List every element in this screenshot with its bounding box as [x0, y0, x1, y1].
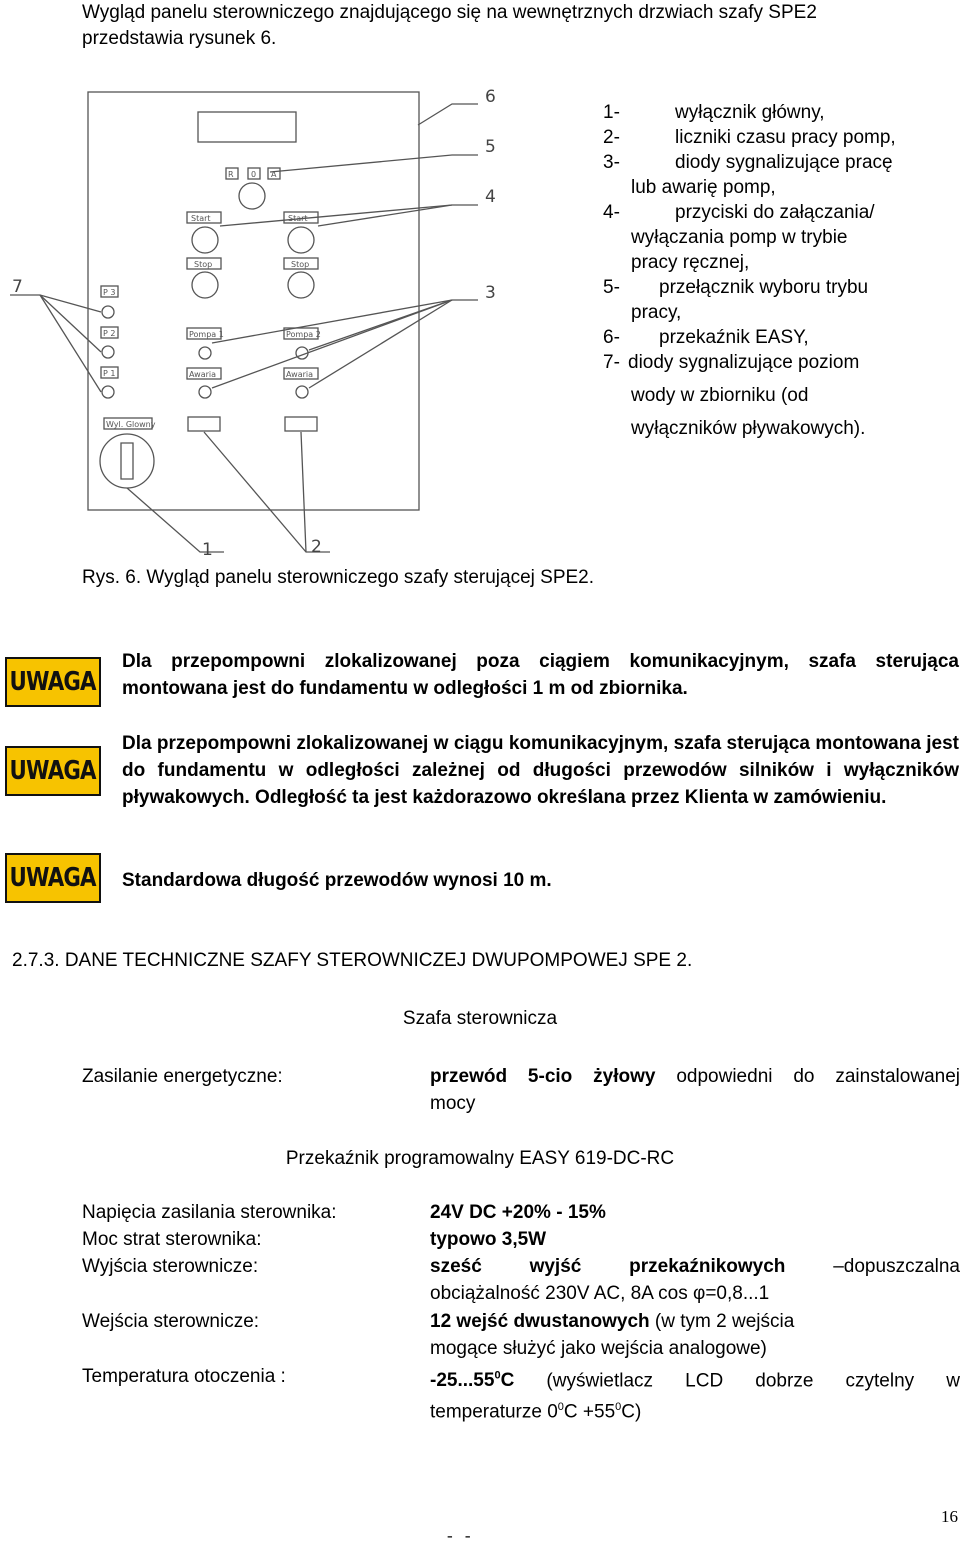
- stop-label-1: Stop: [194, 260, 213, 269]
- legend-text: przełącznik wyboru trybu: [659, 277, 869, 298]
- legend-num: 1-: [603, 102, 620, 123]
- legend-text: wyłącznik główny,: [675, 102, 825, 123]
- spec-label: Wyjścia sterownicze:: [82, 1256, 259, 1277]
- spec-label: Napięcia zasilania sterownika:: [82, 1202, 337, 1223]
- panel-frame: [88, 92, 419, 510]
- supply-value-line2: mocy: [430, 1093, 476, 1114]
- legend-num: 7-: [603, 352, 620, 373]
- control-panel-drawing: [0, 80, 600, 565]
- legend-num: 4-: [603, 202, 620, 223]
- stop-label-2: Stop: [291, 260, 310, 269]
- temp-range: -25...55: [430, 1370, 495, 1392]
- level-label-p2: P 2: [103, 329, 116, 338]
- warning-2-text: Dla przepompowni zlokalizowanej w ciągu komunikacyjnym, szafa sterująca montowana jest do fundamentu w odległości zależnej od długości przewodów silników i wyłączników pływakowych. Odległość ta jest każdorazowo określana przez Klienta w zamówieniu.: [122, 733, 959, 808]
- spec-value-rest: –dopuszczalna: [833, 1256, 960, 1277]
- legend-num: 3-: [603, 152, 620, 173]
- legend-text: diody sygnalizujące pracę: [675, 152, 893, 173]
- legend-text: lub awarię pomp,: [631, 177, 776, 198]
- main-switch-knob: [100, 434, 154, 488]
- start-button-2: [288, 227, 314, 253]
- intro-text: [82, 0, 817, 52]
- fault-label-2: Awaria: [286, 370, 314, 379]
- callout-3: 3: [485, 283, 496, 303]
- relay-heading: Przekaźnik programowalny EASY 619-DC-RC: [285, 1148, 675, 1169]
- callout-4: 4: [485, 187, 496, 207]
- temp-rest: (wyświetlacz LCD dobrze czytelny w: [546, 1370, 960, 1392]
- warning-badge: [5, 853, 101, 903]
- spec-value-bold: 24V DC +20% - 15%: [430, 1202, 606, 1223]
- fault-label-1: Awaria: [189, 370, 217, 379]
- temp-unit: C: [500, 1370, 515, 1392]
- spec-value-bold: 12 wejść dwustanowych: [430, 1311, 650, 1332]
- switch-label-r: R: [228, 170, 234, 179]
- supply-value-bold: przewód 5-cio żyłowy: [430, 1066, 656, 1087]
- supply-value-rest: odpowiedni do zainstalowanej: [676, 1066, 960, 1087]
- temp-line2-a: temperaturze 0: [430, 1401, 558, 1423]
- warning-badge: [5, 657, 101, 707]
- pump-label-1: Pompa 1: [189, 330, 224, 339]
- callout-5: 5: [485, 137, 496, 157]
- degree-sup: 0: [494, 1370, 501, 1382]
- spec-label: Moc strat sterownika:: [82, 1229, 262, 1250]
- spec-value-bold: sześć wyjść przekaźnikowych: [430, 1256, 786, 1277]
- spec-value: [430, 1199, 960, 1226]
- legend-text: pracy ręcznej,: [631, 252, 750, 273]
- intro-line-1: Wygląd panelu sterowniczego znajdującego się na wewnętrznych drzwiach szafy SPE2: [82, 2, 817, 23]
- degree-sup: 0: [615, 1401, 622, 1414]
- figure-caption: Rys. 6. Wygląd panelu sterowniczego szafy sterującej SPE2.: [82, 567, 595, 588]
- supply-label: Zasilanie energetyczne:: [82, 1066, 283, 1087]
- switch-label-0: 0: [251, 170, 257, 179]
- legend-num: 2-: [603, 127, 620, 148]
- legend-text: przyciski do załączania/: [675, 202, 875, 223]
- legend-text: wody w zbiorniku (od: [631, 385, 809, 406]
- switch-label-a: A: [271, 170, 277, 179]
- callout-2: 2: [311, 537, 322, 557]
- start-button-1: [192, 227, 218, 253]
- warning-badge-text: UWAGA: [9, 756, 97, 786]
- legend-text: pracy,: [631, 302, 682, 323]
- legend-text: diody sygnalizujące poziom: [628, 352, 860, 373]
- spec-value: [430, 1308, 960, 1362]
- counters-display: [198, 112, 296, 142]
- warning-badge: [5, 746, 101, 796]
- warning-badge-text: UWAGA: [9, 863, 97, 893]
- warning-2: [122, 730, 959, 811]
- legend-num: 6-: [603, 327, 620, 348]
- pump-label-2: Pompa 2: [286, 330, 321, 339]
- spec-value: [430, 1226, 960, 1253]
- stop-button-2: [288, 272, 314, 298]
- spec-value-line2: obciążalność 230V AC, 8A cos φ=0,8...1: [430, 1283, 770, 1304]
- mode-switch-knob: [239, 183, 265, 209]
- intro-line-2: przedstawia rysunek 6.: [82, 28, 277, 49]
- relay-slot-2: [285, 417, 317, 431]
- temp-line2-c: C): [621, 1401, 642, 1423]
- temp-value: [430, 1363, 960, 1426]
- temp-line2-b: C +55: [563, 1401, 616, 1423]
- spec-value-rest: (w tym 2 wejścia: [654, 1311, 795, 1332]
- legend-num: 5-: [603, 277, 620, 298]
- callout-7: 7: [12, 277, 23, 297]
- legend-text: wyłączania pomp w trybie: [631, 227, 848, 248]
- spec-value: [430, 1253, 960, 1307]
- footer-dashes: - -: [447, 1526, 475, 1545]
- level-label-p1: P 1: [103, 369, 116, 378]
- spec-label: Wejścia sterownicze:: [82, 1311, 260, 1332]
- main-switch-label: Wyl. Glowny: [106, 420, 156, 429]
- legend-text: wyłączników pływakowych).: [631, 418, 866, 439]
- start-label-1: Start: [191, 214, 211, 223]
- page-number: 16: [941, 1507, 958, 1526]
- warning-1-text: Dla przepompowni zlokalizowanej poza ciągiem komunikacyjnym, szafa sterująca montowana jest do fundamentu w odległości 1 m od zbiornika.: [122, 651, 959, 699]
- supply-value: [430, 1063, 960, 1117]
- degree-sup: 0: [557, 1401, 564, 1414]
- stop-button-1: [192, 272, 218, 298]
- legend-text: liczniki czasu pracy pomp,: [675, 127, 896, 148]
- warning-3: [122, 867, 959, 894]
- callout-1: 1: [202, 540, 213, 560]
- spec-value-line2: mogące służyć jako wejścia analogowe): [430, 1338, 767, 1359]
- spec-value-bold: typowo 3,5W: [430, 1229, 547, 1250]
- callout-6: 6: [485, 87, 496, 107]
- warning-badge-text: UWAGA: [9, 667, 97, 697]
- warning-3-text: Standardowa długość przewodów wynosi 10 m.: [122, 870, 552, 891]
- temp-label: Temperatura otoczenia :: [82, 1366, 286, 1387]
- legend-text: przekaźnik EASY,: [659, 327, 809, 348]
- level-label-p3: P 3: [103, 288, 116, 297]
- cabinet-heading: Szafa sterownicza: [402, 1008, 558, 1029]
- section-title: 2.7.3. DANE TECHNICZNE SZAFY STEROWNICZEJ DWUPOMPOWEJ SPE 2.: [12, 950, 693, 971]
- warning-1: [122, 648, 959, 702]
- start-label-2: Start: [288, 214, 308, 223]
- relay-slot-1: [188, 417, 220, 431]
